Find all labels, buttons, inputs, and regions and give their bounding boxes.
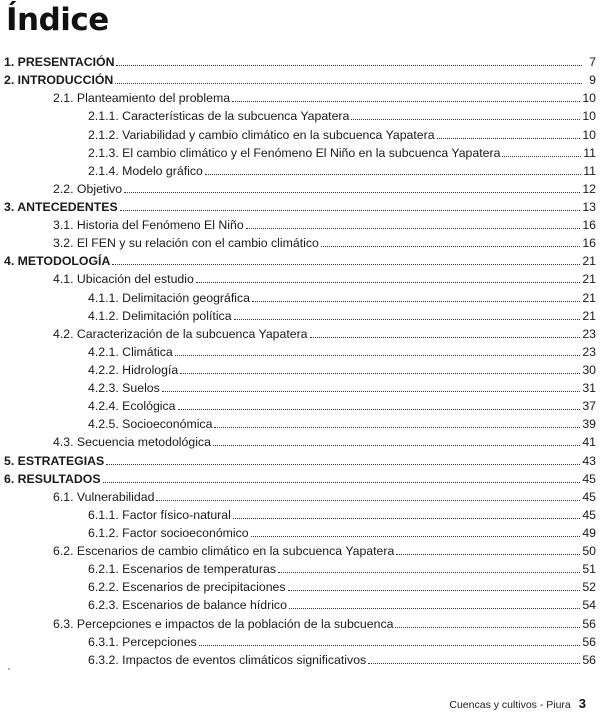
toc-entry-label: 4.3. Secuencia metodológica <box>53 435 211 450</box>
toc-entry-label: 4.2.4. Ecológica <box>88 399 176 414</box>
toc-entry-label: 6.2. Escenarios de cambio climático en la subcuenca Yapatera <box>53 544 395 559</box>
toc-entry-page-number: 56 <box>582 652 596 667</box>
toc-entry[interactable] <box>0 359 600 377</box>
toc-entry[interactable] <box>0 323 600 341</box>
toc-entry-page-number: 31 <box>582 381 596 396</box>
dot-leader <box>116 65 582 66</box>
toc-entry-label: 4. METODOLOGÍA <box>4 254 111 269</box>
toc-entry[interactable] <box>0 123 600 141</box>
toc-entry-label: 3.1. Historia del Fenómeno El Niño <box>53 218 244 233</box>
dot-leader <box>246 228 581 229</box>
toc-entry[interactable] <box>0 576 600 594</box>
toc-entry-label: 2.1.2. Variabilidad y cambio climático en la subcuenca Yapatera <box>88 127 435 142</box>
toc-entry-page-number: 43 <box>582 453 596 468</box>
toc-entry-page-number: 21 <box>582 272 596 287</box>
dot-leader <box>321 246 580 247</box>
toc-entry-label: 5. ESTRATEGIAS <box>4 453 105 468</box>
dot-leader <box>289 608 580 609</box>
toc-entry[interactable] <box>0 196 600 214</box>
footer-text: Cuencas y cultivos - Piura <box>449 699 571 711</box>
toc-entry-label: 2.1.4. Modelo gráfico <box>88 163 203 178</box>
dot-leader <box>106 464 580 465</box>
toc-entry-label: 3.2. El FEN y su relación con el cambio climático <box>53 236 319 251</box>
dot-leader <box>437 138 581 139</box>
dot-leader <box>251 536 581 537</box>
toc-entry-page-number: 45 <box>582 471 596 486</box>
toc-entry-page-number: 30 <box>582 362 596 377</box>
dot-leader <box>214 427 580 428</box>
toc-entry-page-number: 56 <box>582 616 596 631</box>
toc-entry-label: 4.2. Caracterización de la subcuenca Yapatera <box>53 326 308 341</box>
toc-entry[interactable] <box>0 142 600 160</box>
toc-entry-page-number: 23 <box>582 344 596 359</box>
toc-entry[interactable] <box>0 178 600 196</box>
dot-leader <box>395 627 580 628</box>
dot-leader <box>252 301 580 302</box>
page-footer <box>449 696 586 711</box>
toc-entry-label: 4.2.5. Socioeconómica <box>88 417 213 432</box>
toc-entry[interactable] <box>0 105 600 123</box>
toc-entry[interactable] <box>0 468 600 486</box>
toc-entry-page-number: 49 <box>582 525 596 540</box>
scan-speck <box>8 668 10 670</box>
toc-entry-label: 4.2.1. Climática <box>88 344 173 359</box>
toc-entry-page-number: 39 <box>582 417 596 432</box>
dot-leader <box>310 337 581 338</box>
dot-leader <box>196 282 580 283</box>
toc-entry-label: 6.3.1. Percepciones <box>88 634 197 649</box>
toc-entry-page-number: 13 <box>582 199 596 214</box>
toc-entry-page-number: 7 <box>589 55 596 70</box>
toc-entry-label: 4.1.2. Delimitación política <box>88 308 232 323</box>
toc-entry-page-number: 9 <box>589 73 596 88</box>
dot-leader <box>205 174 581 175</box>
toc-entry[interactable] <box>0 522 600 540</box>
dot-leader <box>278 572 580 573</box>
toc-entry-label: 6.2.2. Escenarios de precipitaciones <box>88 580 286 595</box>
dot-leader <box>180 373 580 374</box>
toc-entry[interactable] <box>0 540 600 558</box>
toc-entry[interactable] <box>0 341 600 359</box>
toc-entry[interactable] <box>0 377 600 395</box>
toc-entry-label: 6.1.2. Factor socioeconómico <box>88 525 249 540</box>
dot-leader <box>178 409 581 410</box>
page-title: Índice <box>6 2 109 38</box>
toc-entry[interactable] <box>0 631 600 649</box>
dot-leader <box>233 518 580 519</box>
dot-leader <box>175 355 581 356</box>
toc-entry[interactable] <box>0 558 600 576</box>
toc-entry-label: 4.1. Ubicación del estudio <box>53 272 194 287</box>
toc-entry[interactable] <box>0 594 600 612</box>
dot-leader <box>120 210 581 211</box>
dot-leader <box>115 83 582 84</box>
toc-entry-label: 6.3.2. Impactos de eventos climáticos significativos <box>88 652 367 667</box>
toc-entry-label: 4.2.2. Hidrología <box>88 362 179 377</box>
toc-entry-page-number: 12 <box>582 181 596 196</box>
toc-entry-page-number: 11 <box>583 163 596 178</box>
toc-entry-page-number: 23 <box>582 326 596 341</box>
toc-entry[interactable] <box>0 232 600 250</box>
toc-entry-page-number: 37 <box>582 399 596 414</box>
toc-entry-label: 6.1. Vulnerabilidad <box>53 489 155 504</box>
toc-entry-page-number: 51 <box>582 562 596 577</box>
toc-entry[interactable] <box>0 431 600 449</box>
toc-entry[interactable] <box>0 504 600 522</box>
toc-entry[interactable] <box>0 413 600 431</box>
toc-entry[interactable] <box>0 395 600 413</box>
toc-entry-label: 2. INTRODUCCIÓN <box>4 73 114 88</box>
dot-leader <box>162 391 581 392</box>
toc-entry-page-number: 45 <box>582 507 596 522</box>
toc-entry-label: 6. RESULTADOS <box>4 471 101 486</box>
toc-entry[interactable] <box>0 51 600 69</box>
toc-entry-label: 2.1.1. Características de la subcuenca Yapatera <box>88 109 350 124</box>
toc-entry-page-number: 16 <box>582 236 596 251</box>
dot-leader <box>368 663 580 664</box>
dot-leader <box>124 192 580 193</box>
dot-leader <box>396 554 580 555</box>
toc-entry-page-number: 56 <box>582 634 596 649</box>
toc-entry-page-number: 10 <box>582 127 596 142</box>
dot-leader <box>112 264 580 265</box>
dot-leader <box>234 319 581 320</box>
toc-entry[interactable] <box>0 449 600 467</box>
toc-entry-label: 6.2.3. Escenarios de balance hídrico <box>88 598 287 613</box>
toc-entry[interactable] <box>0 486 600 504</box>
toc-entry-page-number: 41 <box>582 435 596 450</box>
toc-entry-page-number: 50 <box>582 544 596 559</box>
toc-entry-label: 1. PRESENTACIÓN <box>4 55 115 70</box>
toc-entry-label: 6.1.1. Factor físico-natural <box>88 507 231 522</box>
toc-entry[interactable] <box>0 250 600 268</box>
toc-entry-label: 6.2.1. Escenarios de temperaturas <box>88 562 276 577</box>
toc-entry[interactable] <box>0 612 600 630</box>
dot-leader <box>351 119 580 120</box>
toc-entry[interactable] <box>0 268 600 286</box>
table-of-contents <box>0 51 600 667</box>
toc-entry-label: 6.3. Percepciones e impactos de la población de la subcuenca <box>53 616 394 631</box>
dot-leader <box>232 101 580 102</box>
dot-leader <box>156 500 580 501</box>
toc-entry[interactable] <box>0 305 600 323</box>
dot-leader <box>103 482 581 483</box>
toc-entry-page-number: 21 <box>582 290 596 305</box>
toc-entry-page-number: 54 <box>582 598 596 613</box>
toc-entry-label: 4.1.1. Delimitación geográfica <box>88 290 250 305</box>
toc-entry-label: 4.2.3. Suelos <box>88 381 160 396</box>
toc-entry-label: 3. ANTECEDENTES <box>4 199 118 214</box>
footer-page-number: 3 <box>578 696 586 711</box>
toc-entry-page-number: 11 <box>583 145 596 160</box>
toc-entry[interactable] <box>0 214 600 232</box>
toc-entry-page-number: 52 <box>582 580 596 595</box>
toc-entry-page-number: 21 <box>582 308 596 323</box>
toc-entry-page-number: 16 <box>582 218 596 233</box>
toc-entry[interactable] <box>0 69 600 87</box>
dot-leader <box>288 590 581 591</box>
toc-entry-label: 2.1.3. El cambio climático y el Fenómeno El Niño en la subcuenca Yapatera <box>88 145 501 160</box>
toc-entry-page-number: 45 <box>582 489 596 504</box>
toc-entry[interactable] <box>0 286 600 304</box>
toc-entry-page-number: 21 <box>582 254 596 269</box>
toc-entry-label: 2.2. Objetivo <box>53 181 123 196</box>
toc-entry[interactable] <box>0 649 600 667</box>
toc-entry-page-number: 10 <box>582 91 596 106</box>
toc-entry[interactable] <box>0 87 600 105</box>
dot-leader <box>199 645 581 646</box>
dot-leader <box>502 156 581 157</box>
toc-entry-label: 2.1. Planteamiento del problema <box>53 91 231 106</box>
dot-leader <box>213 445 580 446</box>
toc-entry[interactable] <box>0 160 600 178</box>
toc-entry-page-number: 10 <box>582 109 596 124</box>
